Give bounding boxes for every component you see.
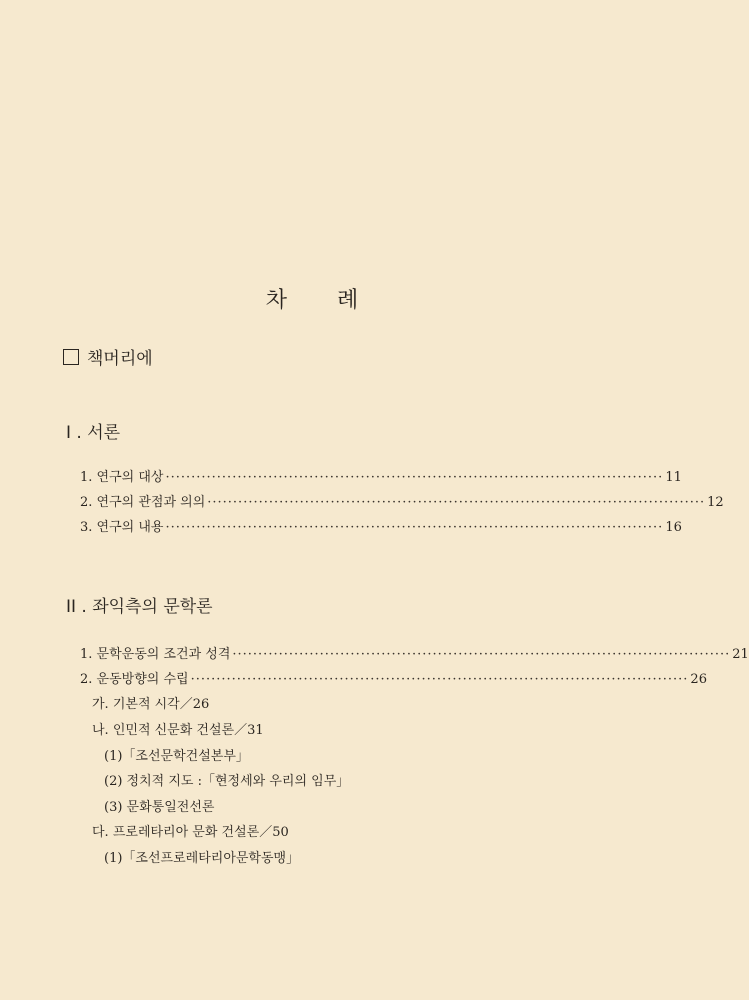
leader-dots: ································································································· (232, 647, 731, 662)
toc-title-left: 차 (265, 288, 287, 313)
preface-entry[interactable] (63, 344, 153, 369)
toc-subentry[interactable]: 가. 기본적 시각／26 (92, 697, 210, 712)
leader-dots: ································································································· (207, 495, 706, 510)
toc-entry-label: 3. 연구의 내용 (80, 520, 164, 535)
toc-entry[interactable] (80, 668, 707, 687)
chapter-2-title[interactable]: II . 좌익측의 문학론 (66, 597, 213, 617)
preface-label: 책머리에 (87, 349, 153, 369)
toc-subentry[interactable]: (3) 문화통일전선론 (104, 800, 215, 815)
toc-title-right: 례 (337, 288, 359, 313)
toc-entry-label: 2. 연구의 관점과 의의 (80, 495, 206, 510)
toc-entry-page: 26 (690, 672, 707, 687)
toc-entry[interactable] (80, 491, 724, 510)
toc-subentry[interactable]: (2) 정치적 지도 :「현정세와 우리의 임무」 (104, 774, 350, 789)
toc-entry-page: 21 (732, 647, 749, 662)
toc-subentry[interactable]: 다. 프로레타리아 문화 건설론／50 (92, 825, 289, 840)
toc-entry[interactable] (80, 466, 682, 485)
toc-entry-label: 1. 문학운동의 조건과 성격 (80, 647, 231, 662)
toc-entry[interactable] (80, 516, 682, 535)
chapter-1-title[interactable]: I . 서론 (66, 423, 121, 443)
toc-subentry[interactable]: 나. 인민적 신문화 건설론／31 (92, 723, 264, 738)
toc-title (0, 283, 624, 314)
leader-dots: ································································································· (190, 672, 689, 687)
toc-entry-page: 11 (665, 470, 682, 485)
toc-entry[interactable] (80, 643, 749, 662)
checkbox-icon (63, 349, 79, 365)
toc-entry-page: 12 (707, 495, 724, 510)
toc-entry-label: 2. 운동방향의 수립 (80, 672, 189, 687)
leader-dots: ································································································· (165, 520, 664, 535)
toc-subentry[interactable]: (1)「조선프로레타리아문학동맹」 (104, 851, 300, 866)
leader-dots: ································································································· (165, 470, 664, 485)
toc-entry-label: 1. 연구의 대상 (80, 470, 164, 485)
toc-entry-page: 16 (665, 520, 682, 535)
toc-subentry[interactable]: (1)「조선문학건설본부」 (104, 749, 249, 764)
